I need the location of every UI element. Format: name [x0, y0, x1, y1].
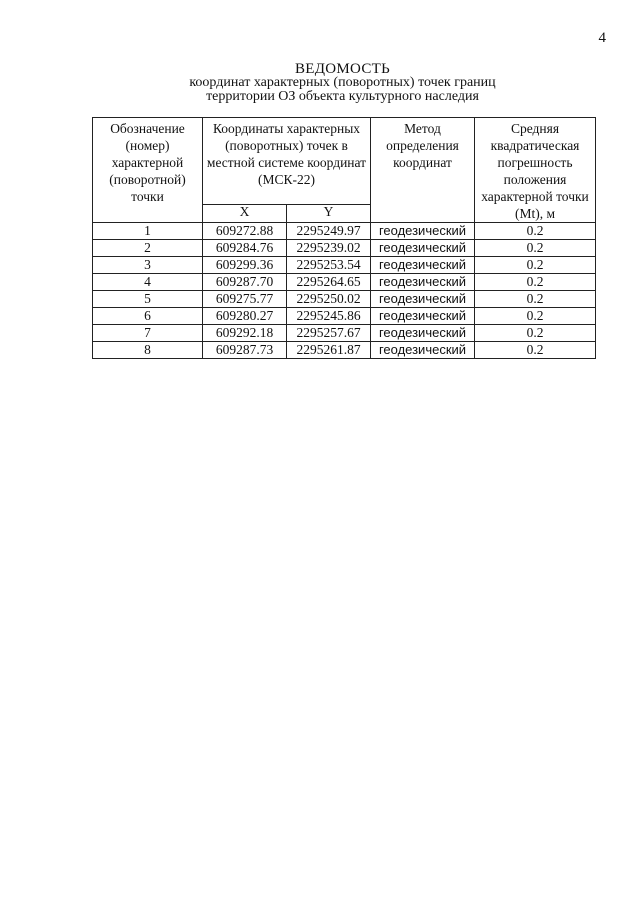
cell-x: 609272.88	[203, 223, 287, 240]
cell-method: геодезический	[371, 291, 475, 308]
cell-mean-error: 0.2	[475, 240, 596, 257]
table-row	[93, 274, 596, 291]
cell-y: 2295264.65	[287, 274, 371, 291]
cell-mean-error: 0.2	[475, 291, 596, 308]
cell-point-number: 6	[93, 308, 203, 325]
cell-point-number: 4	[93, 274, 203, 291]
cell-x: 609299.36	[203, 257, 287, 274]
header-point-number: Обозначение (номер) характерной (поворотной) точки	[93, 118, 203, 223]
document-title: ВЕДОМОСТЬ	[294, 61, 391, 77]
cell-method: геодезический	[371, 223, 475, 240]
coordinates-table	[92, 117, 596, 359]
cell-mean-error: 0.2	[475, 223, 596, 240]
cell-point-number: 5	[93, 291, 203, 308]
cell-y: 2295249.97	[287, 223, 371, 240]
cell-point-number: 8	[93, 342, 203, 359]
cell-x: 609287.73	[203, 342, 287, 359]
document-subtitle-line2: территории ОЗ объекта культурного наследия	[206, 89, 479, 104]
cell-method: геодезический	[371, 308, 475, 325]
cell-point-number: 1	[93, 223, 203, 240]
cell-y: 2295257.67	[287, 325, 371, 342]
cell-y: 2295250.02	[287, 291, 371, 308]
cell-y: 2295261.87	[287, 342, 371, 359]
table-row	[93, 342, 596, 359]
cell-method: геодезический	[371, 274, 475, 291]
cell-mean-error: 0.2	[475, 308, 596, 325]
header-y: Y	[287, 204, 371, 222]
table-row	[93, 257, 596, 274]
cell-method: геодезический	[371, 240, 475, 257]
cell-x: 609284.76	[203, 240, 287, 257]
cell-mean-error: 0.2	[475, 342, 596, 359]
cell-y: 2295253.54	[287, 257, 371, 274]
table-row	[93, 308, 596, 325]
cell-method: геодезический	[371, 325, 475, 342]
table-row	[93, 291, 596, 308]
cell-mean-error: 0.2	[475, 274, 596, 291]
document-subtitle-line1: координат характерных (поворотных) точек границ	[189, 75, 496, 90]
cell-x: 609280.27	[203, 308, 287, 325]
cell-mean-error: 0.2	[475, 325, 596, 342]
header-mean-error: Средняя квадратическая погрешность положения характерной точки (Mt), м	[475, 118, 596, 223]
cell-method: геодезический	[371, 342, 475, 359]
table-row	[93, 223, 596, 240]
cell-y: 2295245.86	[287, 308, 371, 325]
page-number: 4	[598, 30, 606, 46]
cell-point-number: 3	[93, 257, 203, 274]
cell-point-number: 2	[93, 240, 203, 257]
header-method: Метод определения координат	[371, 118, 475, 223]
header-coordinates: Координаты характерных (поворотных) точек в местной системе координат (МСК-22)	[203, 118, 371, 205]
table-row	[93, 240, 596, 257]
cell-mean-error: 0.2	[475, 257, 596, 274]
cell-x: 609292.18	[203, 325, 287, 342]
cell-point-number: 7	[93, 325, 203, 342]
document-heading	[90, 62, 595, 104]
cell-method: геодезический	[371, 257, 475, 274]
cell-x: 609275.77	[203, 291, 287, 308]
table-row	[93, 325, 596, 342]
cell-x: 609287.70	[203, 274, 287, 291]
cell-y: 2295239.02	[287, 240, 371, 257]
header-x: X	[203, 204, 287, 222]
